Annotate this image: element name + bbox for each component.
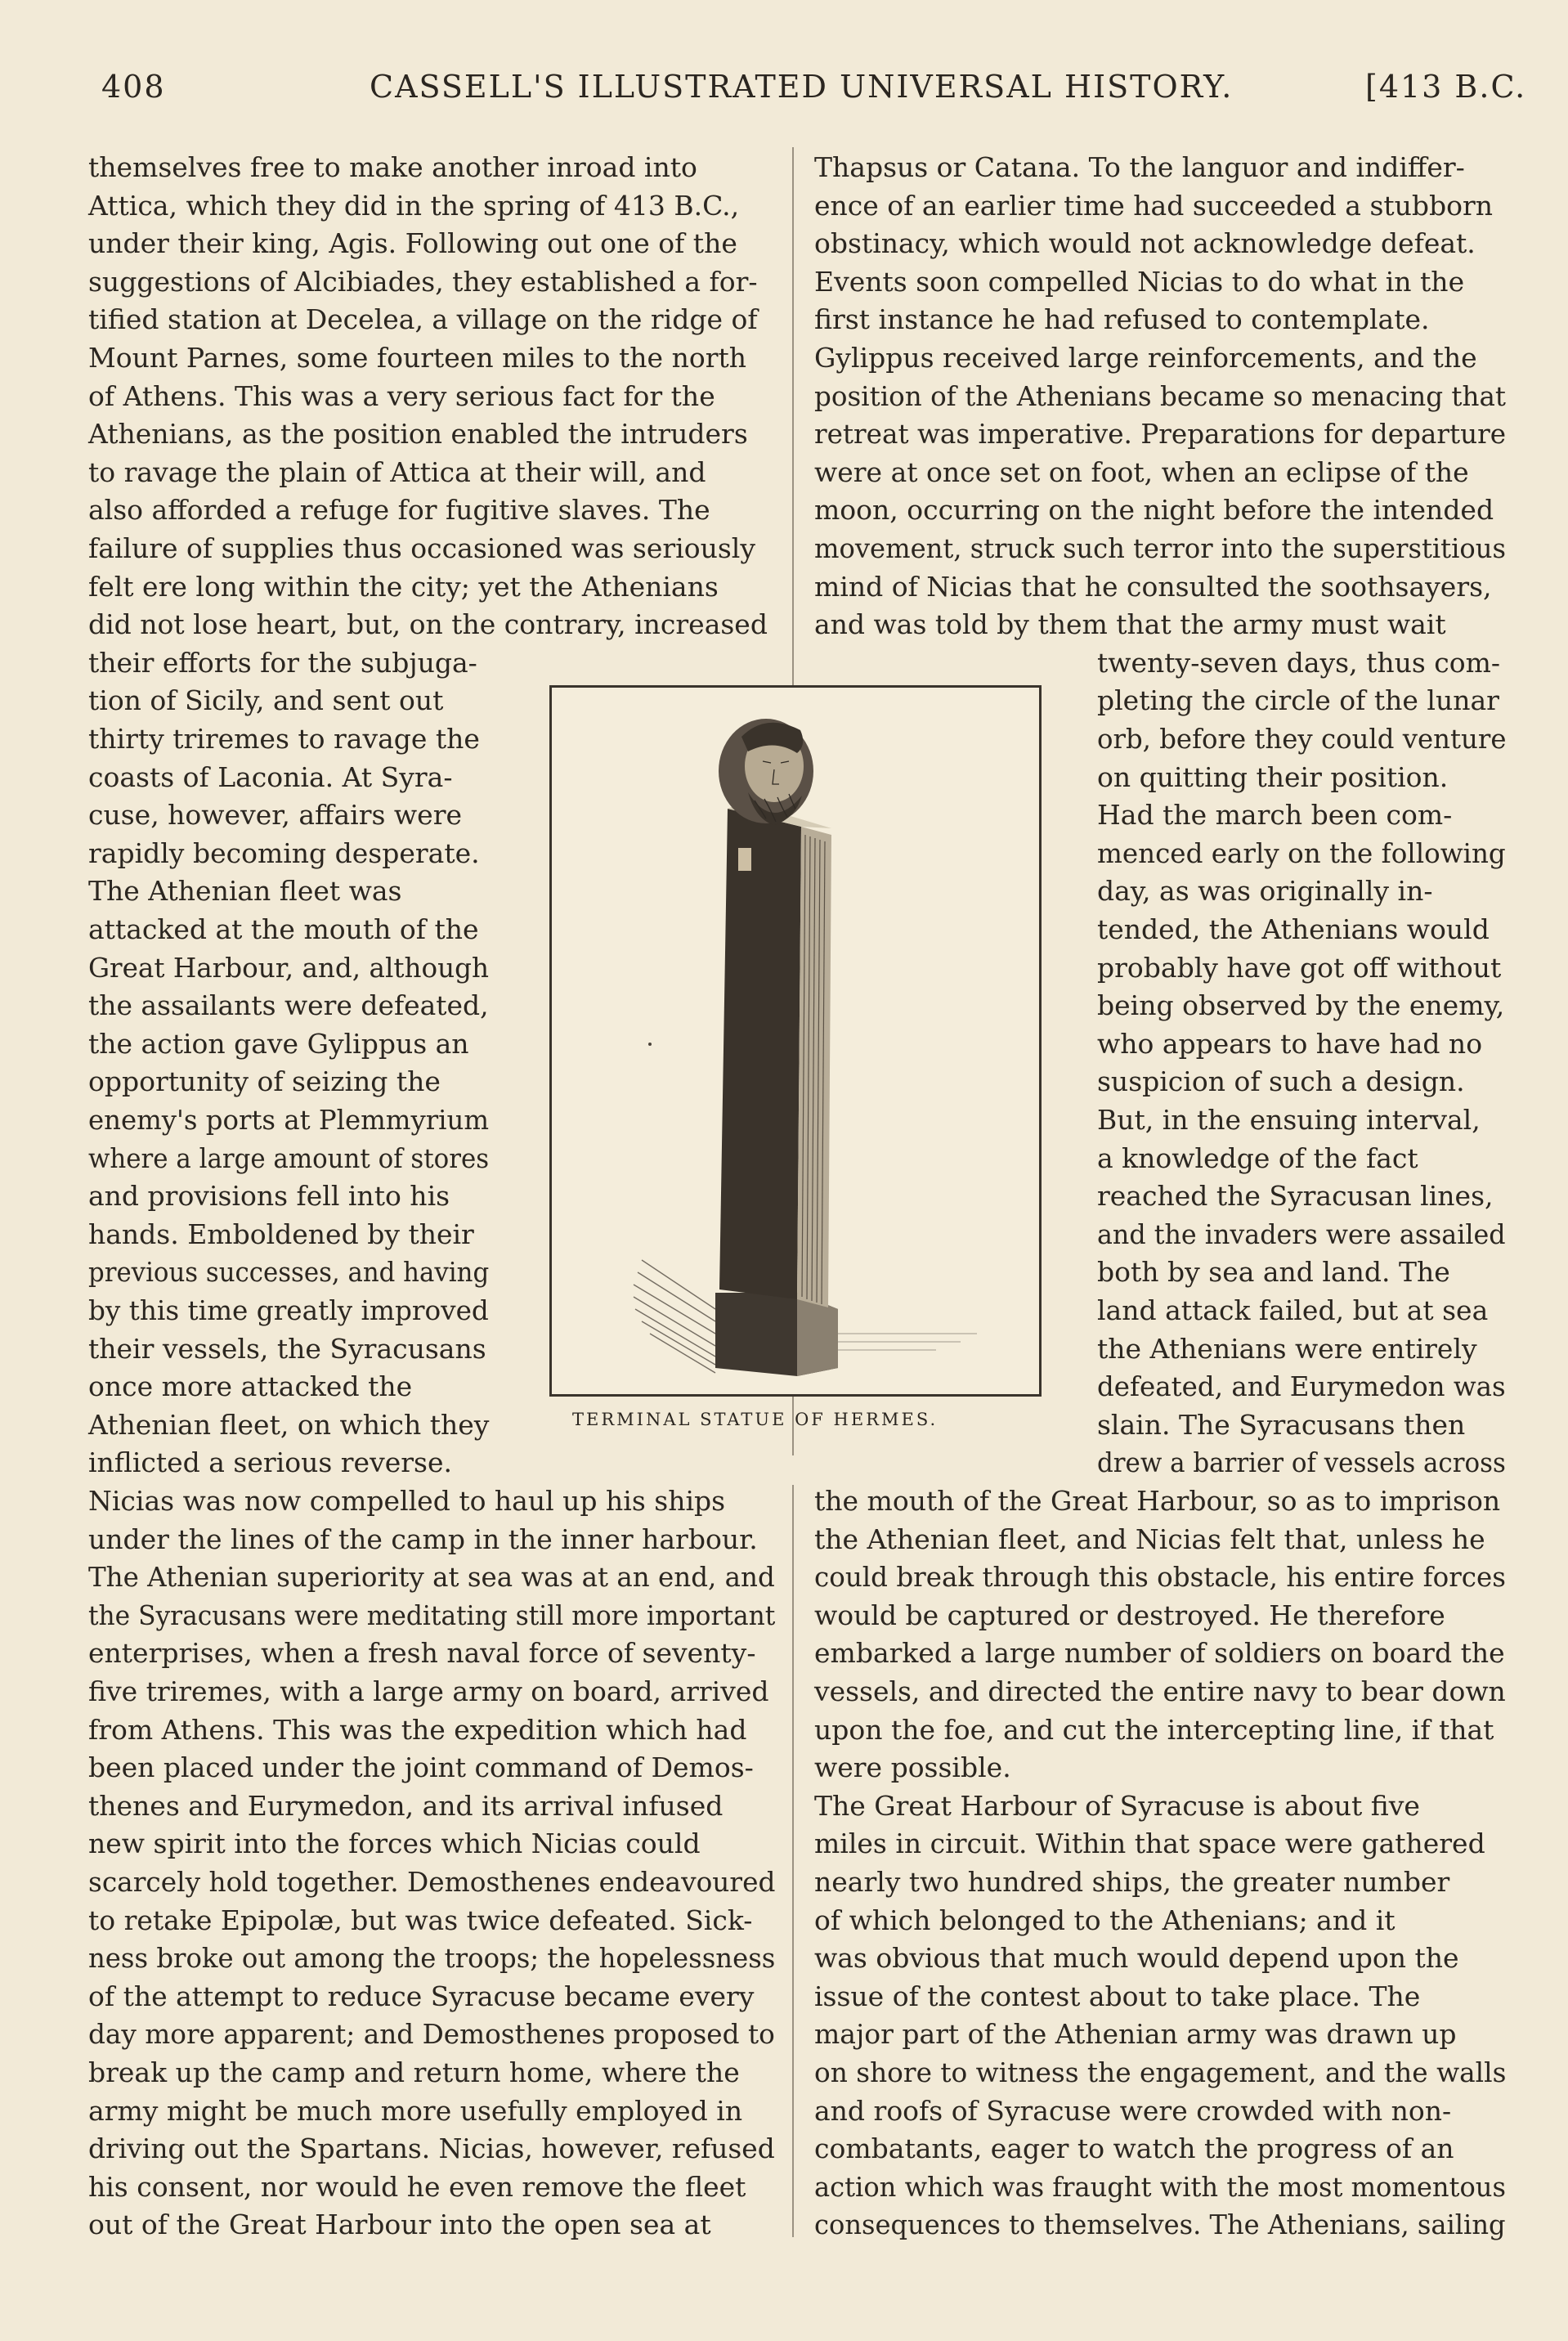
left-paragraph-line: Mount Parnes, some fourteen miles to the north xyxy=(88,342,746,374)
right-wrap-line: menced early on the following xyxy=(1097,836,1506,869)
right-paragraph-line: were possible. xyxy=(814,1751,1011,1784)
left-wrap-line: opportunity of seizing the xyxy=(88,1065,441,1098)
left-wrap-line: their vessels, the Syracusans xyxy=(88,1332,486,1365)
right-paragraph-line: mind of Nicias that he consulted the soothsayers, xyxy=(814,570,1492,603)
left-paragraph-line: scarcely hold together. Demosthenes endeavoured xyxy=(88,1866,776,1898)
right-wrap-line: and the invaders were assailed xyxy=(1097,1218,1506,1250)
right-wrap-line: pleting the circle of the lunar xyxy=(1097,684,1499,717)
left-paragraph-line: thenes and Eurymedon, and its arrival infused xyxy=(88,1789,724,1822)
right-paragraph-line: Events soon compelled Nicias to do what in the xyxy=(814,265,1465,298)
right-paragraph-line: the mouth of the Great Harbour, so as to imprison xyxy=(814,1485,1501,1517)
left-paragraph-line: failure of supplies thus occasioned was seriously xyxy=(88,532,755,564)
right-paragraph-line: miles in circuit. Within that space were gathered xyxy=(814,1828,1485,1860)
right-paragraph-line: and roofs of Syracuse were crowded with non- xyxy=(814,2094,1452,2127)
left-wrap-line: rapidly becoming desperate. xyxy=(88,836,480,869)
left-paragraph-line: his consent, nor would he even remove the fleet xyxy=(88,2170,746,2203)
left-wrap-line: attacked at the mouth of the xyxy=(88,913,479,945)
left-paragraph-line: five triremes, with a large army on board, arrived xyxy=(88,1675,769,1707)
column-rule-lower xyxy=(792,1485,794,2237)
left-wrap-line: Great Harbour, and, although xyxy=(88,951,489,984)
right-wrap-line: drew a barrier of vessels across xyxy=(1097,1446,1506,1479)
left-wrap-line: and provisions fell into his xyxy=(88,1180,450,1213)
right-paragraph-line: on shore to witness the engagement, and the walls xyxy=(814,2056,1507,2088)
left-paragraph-line: themselves free to make another inroad into xyxy=(88,151,697,183)
right-paragraph-line: was obvious that much would depend upon the xyxy=(814,1942,1459,1975)
right-paragraph-line: nearly two hundred ships, the greater number xyxy=(814,1866,1450,1898)
right-paragraph-line: would be captured or destroyed. He therefore xyxy=(814,1599,1445,1631)
running-date: [413 B.C. xyxy=(1365,69,1527,105)
right-wrap-line: both by sea and land. The xyxy=(1097,1256,1450,1289)
left-wrap-line: their efforts for the subjuga- xyxy=(88,646,477,679)
left-paragraph-line: under the lines of the camp in the inner harbour. xyxy=(88,1523,758,1555)
left-wrap-line: the assailants were defeated, xyxy=(88,989,489,1022)
right-wrap-line: defeated, and Eurymedon was xyxy=(1097,1370,1506,1403)
right-wrap-line: a knowledge of the fact xyxy=(1097,1141,1418,1174)
left-paragraph-line: also afforded a refuge for fugitive slaves. The xyxy=(88,494,710,527)
right-wrap-line: slain. The Syracusans then xyxy=(1097,1408,1466,1441)
right-paragraph-line: embarked a large number of soldiers on board the xyxy=(814,1637,1505,1670)
left-wrap-line: tion of Sicily, and sent out xyxy=(88,684,444,717)
right-paragraph-line: Thapsus or Catana. To the languor and indiffer- xyxy=(814,151,1465,183)
page-number: 408 xyxy=(101,69,166,105)
left-paragraph-line: army might be much more usefully employed in xyxy=(88,2094,743,2127)
left-paragraph-line: tified station at Decelea, a village on the ridge of xyxy=(88,303,758,336)
right-paragraph-line: and was told by them that the army must wait xyxy=(814,608,1446,641)
left-paragraph-line: from Athens. This was the expedition which had xyxy=(88,1713,747,1746)
left-wrap-line: The Athenian fleet was xyxy=(88,875,402,908)
right-paragraph-line: position of the Athenians became so menacing that xyxy=(814,379,1507,412)
right-paragraph-line: of which belonged to the Athenians; and it xyxy=(814,1904,1396,1936)
right-wrap-line: Had the march been com- xyxy=(1097,799,1453,832)
right-wrap-line: being observed by the enemy, xyxy=(1097,989,1505,1022)
left-paragraph-line: did not lose heart, but, on the contrary, increased xyxy=(88,608,768,641)
right-wrap-line: who appears to have had no xyxy=(1097,1027,1483,1060)
left-wrap-line: previous successes, and having xyxy=(88,1256,490,1289)
left-paragraph-line: Nicias was now compelled to haul up his ships xyxy=(88,1485,726,1517)
right-wrap-line: the Athenians were entirely xyxy=(1097,1332,1477,1365)
left-paragraph-line: the Syracusans were meditating still more important xyxy=(88,1599,776,1631)
right-wrap-line: twenty-seven days, thus com- xyxy=(1097,646,1501,679)
figure-frame xyxy=(549,685,1042,1397)
right-paragraph-line: Gylippus received large reinforcements, and the xyxy=(814,342,1477,374)
left-wrap-line: where a large amount of stores xyxy=(88,1141,490,1174)
left-paragraph-line: been placed under the joint command of Demos- xyxy=(88,1751,754,1784)
left-paragraph-line: out of the Great Harbour into the open sea at xyxy=(88,2209,711,2241)
left-paragraph-line: to ravage the plain of Attica at their will, and xyxy=(88,455,706,488)
left-paragraph-line: of Athens. This was a very serious fact for the xyxy=(88,379,715,412)
left-paragraph-line: suggestions of Alcibiades, they established a for- xyxy=(88,265,758,298)
left-wrap-line: cuse, however, affairs were xyxy=(88,799,463,832)
left-wrap-line: thirty triremes to ravage the xyxy=(88,723,480,755)
right-paragraph-line: consequences to themselves. The Athenians, sailing xyxy=(814,2209,1506,2241)
left-paragraph-line: break up the camp and return home, where the xyxy=(88,2056,740,2088)
left-paragraph-line: new spirit into the forces which Nicias could xyxy=(88,1828,701,1860)
left-paragraph-line: driving out the Spartans. Nicias, however, refused xyxy=(88,2132,775,2165)
left-paragraph-line: felt ere long within the city; yet the Athenians xyxy=(88,570,719,603)
right-paragraph-line: action which was fraught with the most momentous xyxy=(814,2170,1506,2203)
left-wrap-line: by this time greatly improved xyxy=(88,1294,489,1326)
right-paragraph-line: could break through this obstacle, his entire forces xyxy=(814,1561,1506,1594)
left-wrap-line: Athenian fleet, on which they xyxy=(88,1408,490,1441)
right-wrap-line: But, in the ensuing interval, xyxy=(1097,1104,1481,1136)
right-paragraph-line: were at once set on foot, when an eclipse of the xyxy=(814,455,1469,488)
right-paragraph-line: the Athenian fleet, and Nicias felt that, unless he xyxy=(814,1523,1485,1555)
right-paragraph-line: obstinacy, which would not acknowledge defeat. xyxy=(814,227,1476,260)
right-wrap-line: land attack failed, but at sea xyxy=(1097,1294,1489,1326)
right-wrap-line: reached the Syracusan lines, xyxy=(1097,1180,1494,1213)
left-paragraph-line: Attica, which they did in the spring of 413 B.C., xyxy=(88,189,740,222)
left-paragraph-line: The Athenian superiority at sea was at an end, and xyxy=(88,1561,775,1594)
running-title: CASSELL'S ILLUSTRATED UNIVERSAL HISTORY. xyxy=(370,69,1234,105)
right-wrap-line: suspicion of such a design. xyxy=(1097,1065,1465,1098)
right-paragraph-line: major part of the Athenian army was drawn up xyxy=(814,2018,1457,2051)
right-wrap-line: tended, the Athenians would xyxy=(1097,913,1490,945)
right-paragraph-line: moon, occurring on the night before the intended xyxy=(814,494,1494,527)
left-paragraph-line: to retake Epipolæ, but was twice defeated. Sick- xyxy=(88,1904,753,1936)
left-paragraph-line: enterprises, when a fresh naval force of seventy- xyxy=(88,1637,756,1670)
left-wrap-line: inflicted a serious reverse. xyxy=(88,1446,452,1479)
right-paragraph-line: combatants, eager to watch the progress of an xyxy=(814,2132,1454,2165)
left-paragraph-line: under their king, Agis. Following out one of the xyxy=(88,227,737,260)
left-wrap-line: hands. Emboldened by their xyxy=(88,1218,474,1250)
left-paragraph-line: of the attempt to reduce Syracuse became every xyxy=(88,1980,755,2012)
left-paragraph-line: ness broke out among the troops; the hopelessness xyxy=(88,1942,776,1975)
right-paragraph-line: ence of an earlier time had succeeded a stubborn xyxy=(814,189,1494,222)
figure-caption: TERMINAL STATUE OF HERMES. xyxy=(572,1410,939,1429)
right-wrap-line: day, as was originally in- xyxy=(1097,875,1433,908)
left-paragraph-line: day more apparent; and Demosthenes proposed to xyxy=(88,2018,775,2051)
left-wrap-line: enemy's ports at Plemmyrium xyxy=(88,1104,490,1136)
left-wrap-line: once more attacked the xyxy=(88,1370,413,1403)
left-wrap-line: coasts of Laconia. At Syra- xyxy=(88,760,453,793)
right-paragraph-line: retreat was imperative. Preparations for departure xyxy=(814,418,1507,451)
left-paragraph-line: Athenians, as the position enabled the intruders xyxy=(88,418,748,451)
right-wrap-line: probably have got off without xyxy=(1097,951,1502,984)
hermes-statue-icon xyxy=(552,688,1039,1394)
right-paragraph-line: upon the foe, and cut the intercepting line, if that xyxy=(814,1713,1494,1746)
right-wrap-line: orb, before they could venture xyxy=(1097,723,1507,755)
right-wrap-line: on quitting their position. xyxy=(1097,760,1449,793)
right-paragraph-line: first instance he had refused to contemplate. xyxy=(814,303,1430,336)
right-paragraph-line: The Great Harbour of Syracuse is about five xyxy=(814,1789,1420,1822)
right-paragraph-line: movement, struck such terror into the superstitious xyxy=(814,532,1506,564)
right-paragraph-line: vessels, and directed the entire navy to bear down xyxy=(814,1675,1506,1707)
running-header xyxy=(0,69,1568,118)
left-wrap-line: the action gave Gylippus an xyxy=(88,1027,469,1060)
right-paragraph-line: issue of the contest about to take place. The xyxy=(814,1980,1421,2012)
